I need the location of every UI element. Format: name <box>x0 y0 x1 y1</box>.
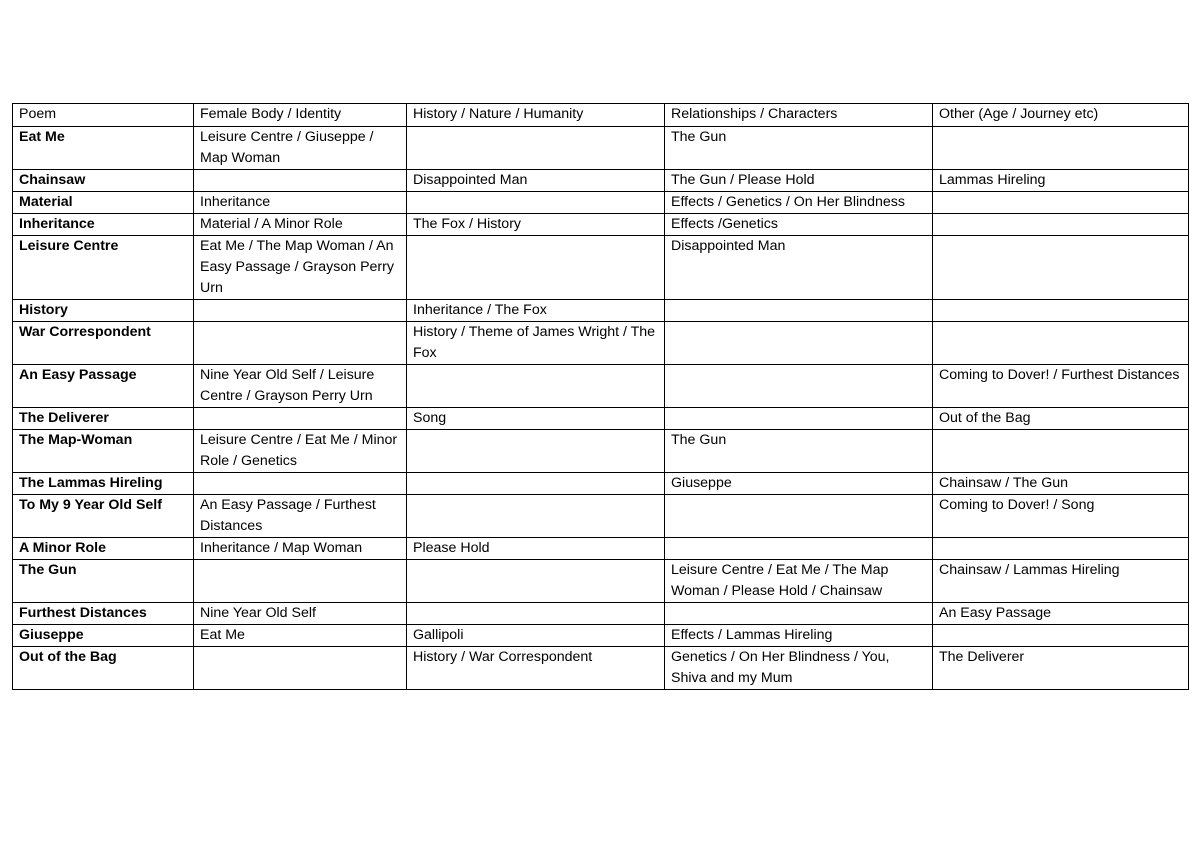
female-body-cell: Nine Year Old Self / Leisure Centre / Grayson Perry Urn <box>194 365 407 408</box>
poem-cell: A Minor Role <box>13 538 194 560</box>
relationships-cell <box>665 603 933 625</box>
table-row <box>13 495 1189 538</box>
female-body-cell <box>194 322 407 365</box>
relationships-cell: Disappointed Man <box>665 236 933 300</box>
history-cell: The Fox / History <box>407 214 665 236</box>
table-row <box>13 365 1189 408</box>
relationships-cell: The Gun / Please Hold <box>665 170 933 192</box>
female-body-cell: Leisure Centre / Eat Me / Minor Role / Genetics <box>194 430 407 473</box>
poem-cell: Furthest Distances <box>13 603 194 625</box>
poem-cell: Leisure Centre <box>13 236 194 300</box>
history-cell <box>407 430 665 473</box>
other-cell <box>933 192 1189 214</box>
poem-cell: Inheritance <box>13 214 194 236</box>
relationships-cell: Effects /Genetics <box>665 214 933 236</box>
poem-cell: Material <box>13 192 194 214</box>
history-cell: Inheritance / The Fox <box>407 300 665 322</box>
table-row <box>13 192 1189 214</box>
header-relationships-characters: Relationships / Characters <box>665 104 933 127</box>
header-female-body-identity: Female Body / Identity <box>194 104 407 127</box>
relationships-cell <box>665 538 933 560</box>
table-row <box>13 647 1189 690</box>
female-body-cell <box>194 408 407 430</box>
poem-cell: The Gun <box>13 560 194 603</box>
other-cell: Chainsaw / The Gun <box>933 473 1189 495</box>
table-row <box>13 603 1189 625</box>
history-cell: Gallipoli <box>407 625 665 647</box>
poem-cell: Out of the Bag <box>13 647 194 690</box>
female-body-cell: Material / A Minor Role <box>194 214 407 236</box>
relationships-cell <box>665 322 933 365</box>
table-row <box>13 322 1189 365</box>
poem-cell: The Map-Woman <box>13 430 194 473</box>
table-row <box>13 625 1189 647</box>
female-body-cell: An Easy Passage / Furthest Distances <box>194 495 407 538</box>
table-row <box>13 170 1189 192</box>
table-row <box>13 538 1189 560</box>
relationships-cell: Effects / Genetics / On Her Blindness <box>665 192 933 214</box>
header-other: Other (Age / Journey etc) <box>933 104 1189 127</box>
other-cell <box>933 236 1189 300</box>
poem-cell: History <box>13 300 194 322</box>
table-row <box>13 236 1189 300</box>
relationships-cell: Genetics / On Her Blindness / You, Shiva and my Mum <box>665 647 933 690</box>
poem-cell: Giuseppe <box>13 625 194 647</box>
other-cell: Chainsaw / Lammas Hireling <box>933 560 1189 603</box>
female-body-cell: Leisure Centre / Giuseppe / Map Woman <box>194 127 407 170</box>
relationships-cell: Effects / Lammas Hireling <box>665 625 933 647</box>
table-header-row <box>13 104 1189 127</box>
female-body-cell <box>194 560 407 603</box>
female-body-cell: Eat Me / The Map Woman / An Easy Passage / Grayson Perry Urn <box>194 236 407 300</box>
poem-cell: To My 9 Year Old Self <box>13 495 194 538</box>
other-cell: Coming to Dover! / Song <box>933 495 1189 538</box>
history-cell: History / War Correspondent <box>407 647 665 690</box>
poem-cell: An Easy Passage <box>13 365 194 408</box>
history-cell <box>407 495 665 538</box>
table-row <box>13 127 1189 170</box>
poem-cell: War Correspondent <box>13 322 194 365</box>
header-history-nature-humanity: History / Nature / Humanity <box>407 104 665 127</box>
table-row <box>13 430 1189 473</box>
female-body-cell <box>194 300 407 322</box>
other-cell <box>933 127 1189 170</box>
other-cell <box>933 322 1189 365</box>
other-cell: The Deliverer <box>933 647 1189 690</box>
other-cell <box>933 538 1189 560</box>
poem-themes-table <box>12 103 1189 690</box>
other-cell: Out of the Bag <box>933 408 1189 430</box>
female-body-cell: Eat Me <box>194 625 407 647</box>
history-cell <box>407 236 665 300</box>
history-cell <box>407 603 665 625</box>
other-cell <box>933 625 1189 647</box>
other-cell: Lammas Hireling <box>933 170 1189 192</box>
relationships-cell <box>665 408 933 430</box>
female-body-cell: Inheritance <box>194 192 407 214</box>
relationships-cell <box>665 300 933 322</box>
table-row <box>13 300 1189 322</box>
poem-cell: Eat Me <box>13 127 194 170</box>
table-row <box>13 560 1189 603</box>
history-cell: Disappointed Man <box>407 170 665 192</box>
relationships-cell: Leisure Centre / Eat Me / The Map Woman / Please Hold / Chainsaw <box>665 560 933 603</box>
header-poem: Poem <box>13 104 194 127</box>
female-body-cell <box>194 473 407 495</box>
relationships-cell: The Gun <box>665 127 933 170</box>
history-cell <box>407 560 665 603</box>
other-cell <box>933 430 1189 473</box>
history-cell: Please Hold <box>407 538 665 560</box>
poem-cell: Chainsaw <box>13 170 194 192</box>
female-body-cell: Nine Year Old Self <box>194 603 407 625</box>
female-body-cell: Inheritance / Map Woman <box>194 538 407 560</box>
relationships-cell <box>665 495 933 538</box>
poem-cell: The Lammas Hireling <box>13 473 194 495</box>
history-cell: Song <box>407 408 665 430</box>
history-cell: History / Theme of James Wright / The Fox <box>407 322 665 365</box>
history-cell <box>407 473 665 495</box>
relationships-cell: Giuseppe <box>665 473 933 495</box>
history-cell <box>407 365 665 408</box>
relationships-cell: The Gun <box>665 430 933 473</box>
table-row <box>13 408 1189 430</box>
female-body-cell <box>194 647 407 690</box>
history-cell <box>407 127 665 170</box>
poem-cell: The Deliverer <box>13 408 194 430</box>
history-cell <box>407 192 665 214</box>
other-cell <box>933 300 1189 322</box>
other-cell: Coming to Dover! / Furthest Distances <box>933 365 1189 408</box>
table-row <box>13 473 1189 495</box>
other-cell <box>933 214 1189 236</box>
relationships-cell <box>665 365 933 408</box>
other-cell: An Easy Passage <box>933 603 1189 625</box>
table-row <box>13 214 1189 236</box>
female-body-cell <box>194 170 407 192</box>
